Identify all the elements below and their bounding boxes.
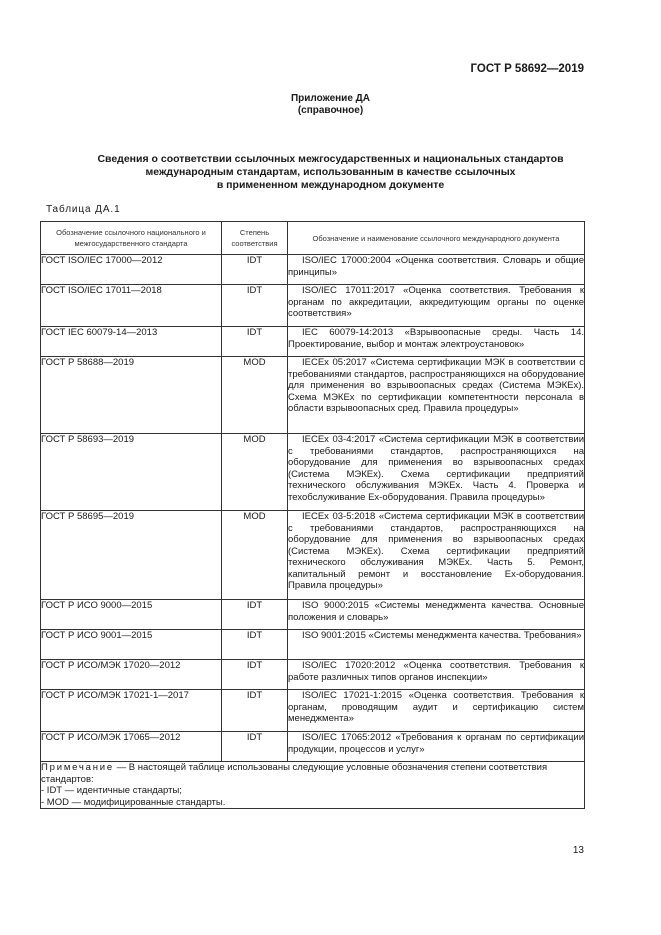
title-line-1: Сведения о соответствии ссылочных межгосударственных и национальных стандартов — [97, 153, 564, 165]
annex-title: Приложение ДА — [290, 93, 371, 104]
cell-reference — [288, 511, 585, 600]
cell-degree: MOD — [222, 357, 288, 434]
annex-heading — [0, 93, 661, 117]
reference-text: ISO/IEC 17065:2012 «Требования к органам по сертификации продукции, процессов и услуг» — [288, 732, 584, 755]
cell-standard: ГОСТ ISO/IEC 17000—2012 — [41, 255, 222, 285]
reference-text: ISO/IEC 17011:2017 «Оценка соответствия. Требования к органам по аккредитации, аккредитующим органы по оценке соответствия» — [288, 285, 584, 319]
table-row — [41, 732, 585, 762]
table-row — [41, 434, 585, 511]
reference-text: IECEx 05:2017 «Система сертификации МЭК в соответствии с требованиями стандартов, распространяющихся на оборудование для применения во взрывоопасных средах (Система МЭКЕх). Схема МЭКЕх по сертификации компетентности персонала в области взрывоопасных сред. Правила процедуры» — [288, 357, 584, 414]
table-note-row — [41, 762, 585, 809]
cell-standard: ГОСТ Р 58693—2019 — [41, 434, 222, 511]
cell-degree: MOD — [222, 511, 288, 600]
title-line-2: международным стандартам, использованным в качестве ссылочных — [145, 166, 516, 178]
table-note — [41, 762, 585, 809]
cell-degree: IDT — [222, 660, 288, 690]
table-row — [41, 255, 585, 285]
cell-reference — [288, 327, 585, 357]
cell-degree: IDT — [222, 690, 288, 732]
cell-degree: IDT — [222, 732, 288, 762]
cell-reference — [288, 630, 585, 660]
reference-text: ISO/IEC 17020:2012 «Оценка соответствия. Требования к работе различных типов органов инспекции» — [288, 660, 584, 683]
table-header-row — [41, 222, 585, 255]
table-row — [41, 357, 585, 434]
cell-standard: ГОСТ ISO/IEC 17011—2018 — [41, 285, 222, 327]
table-row — [41, 660, 585, 690]
cell-standard: ГОСТ Р ИСО/МЭК 17021-1—2017 — [41, 690, 222, 732]
cell-reference — [288, 434, 585, 511]
cell-reference — [288, 255, 585, 285]
cell-standard: ГОСТ Р ИСО/МЭК 17020—2012 — [41, 660, 222, 690]
table-row — [41, 285, 585, 327]
document-title — [40, 153, 621, 192]
cell-reference — [288, 357, 585, 434]
cell-standard: ГОСТ IEC 60079-14—2013 — [41, 327, 222, 357]
cell-standard: ГОСТ Р ИСО 9001—2015 — [41, 630, 222, 660]
cell-degree: IDT — [222, 630, 288, 660]
cell-standard: ГОСТ Р 58695—2019 — [41, 511, 222, 600]
note-text: — В настоящей таблице использованы следующие условные обозначения степени соответствия стандартов: — [41, 762, 548, 785]
reference-text: IECEx 03-5:2018 «Система сертификации МЭК в соответствии с требованиями стандартов, распространяющихся на оборудование для применения во взрывоопасных средах (Система МЭКЕх). Схема сертификации предприятий технического обслуживания МЭКЕх. Часть 5. Ремонт, капитальный ремонт и восстановление Ех-оборудования. Правила процедуры» — [288, 511, 584, 591]
cell-reference — [288, 660, 585, 690]
reference-text: ISO/IEC 17021-1:2015 «Оценка соответствия. Требования к органам, проводящим аудит и сертификацию систем менеджмента» — [288, 690, 584, 724]
reference-text: ISO 9000:2015 «Системы менеджмента качества. Основные положения и словарь» — [288, 600, 584, 623]
title-line-3: в примененном международном документе — [216, 179, 445, 191]
reference-text: ISO 9001:2015 «Системы менеджмента качества. Требования» — [302, 630, 582, 641]
cell-degree: IDT — [222, 255, 288, 285]
cell-reference — [288, 285, 585, 327]
reference-text: IEC 60079-14:2013 «Взрывоопасные среды. Часть 14. Проектирование, выбор и монтаж электроустановок» — [288, 327, 584, 350]
cell-reference — [288, 600, 585, 630]
page-header-standard: ГОСТ Р 58692—2019 — [470, 63, 584, 75]
cell-standard: ГОСТ Р 58688—2019 — [41, 357, 222, 434]
cell-reference — [288, 732, 585, 762]
table-row — [41, 690, 585, 732]
table-row — [41, 327, 585, 357]
cell-degree: MOD — [222, 434, 288, 511]
cell-standard: ГОСТ Р ИСО 9000—2015 — [41, 600, 222, 630]
reference-text: IECEx 03-4:2017 «Система сертификации МЭК в соответствии с требованиями стандартов, распространяющихся на оборудование для применения во взрывоопасных средах (Система МЭКЕх). Схема сертификации предприятий технического обслуживания МЭКЕх. Часть 4. Проверка и техобслуживание Ех-оборудования. Правила процедуры» — [288, 434, 584, 503]
header-national-standard: Обозначение ссылочного национального и межгосударственного стандарта — [41, 222, 222, 255]
cell-degree: IDT — [222, 600, 288, 630]
note-item-idt: - IDT — идентичные стандарты; — [41, 785, 182, 796]
cell-standard: ГОСТ Р ИСО/МЭК 17065—2012 — [41, 732, 222, 762]
cell-reference — [288, 690, 585, 732]
annex-subtitle: (справочное) — [297, 105, 364, 116]
table-row — [41, 630, 585, 660]
page-number: 13 — [572, 845, 584, 856]
conformity-table — [40, 221, 585, 809]
cell-degree: IDT — [222, 327, 288, 357]
reference-text: ISO/IEC 17000:2004 «Оценка соответствия. Словарь и общие принципы» — [288, 255, 584, 278]
table-row — [41, 600, 585, 630]
note-item-mod: - MOD — модифицированные стандарты. — [41, 796, 226, 808]
cell-degree: IDT — [222, 285, 288, 327]
table-row — [41, 511, 585, 600]
note-label: Примечание — [41, 762, 114, 773]
table-caption: Таблица ДА.1 — [46, 204, 121, 215]
header-degree: Степень соответствия — [222, 222, 288, 255]
header-international-document: Обозначение и наименование ссылочного международного документа — [288, 222, 585, 255]
